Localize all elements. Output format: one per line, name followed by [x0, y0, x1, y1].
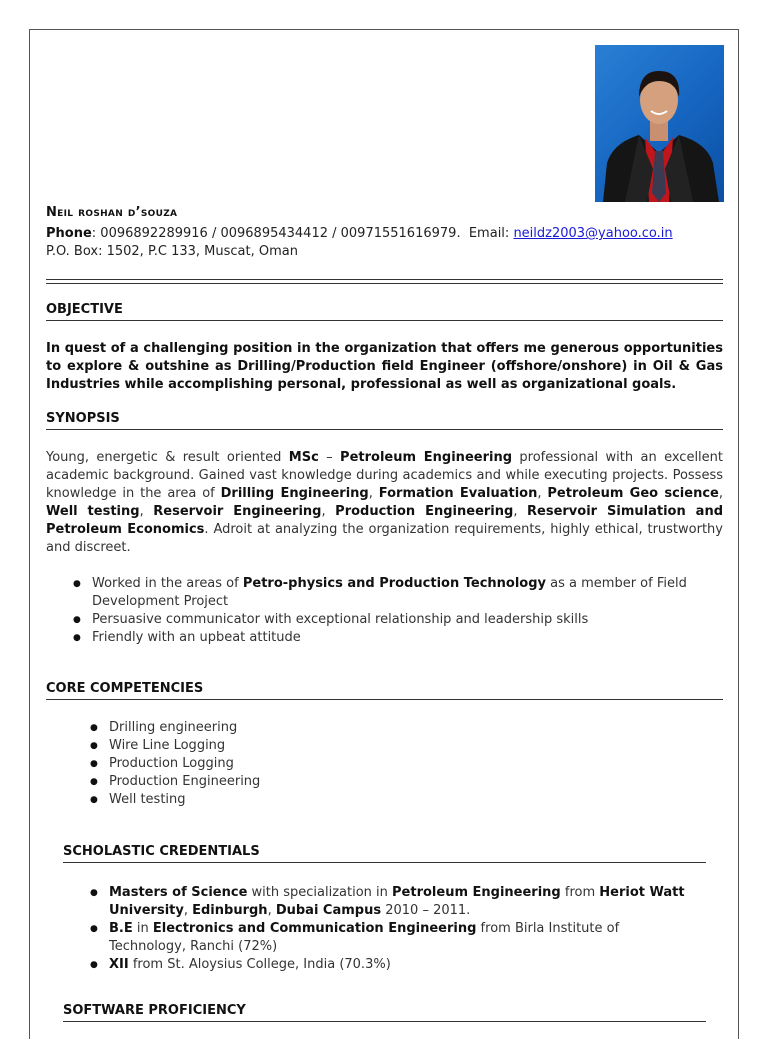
scholastic-list: [63, 884, 693, 974]
candidate-name: Neil roshan d’souza: [46, 205, 178, 220]
email-label: Email:: [468, 226, 510, 241]
header-divider-top: [46, 279, 723, 280]
phone-line: [46, 225, 673, 243]
list-item: ● Masters of Science with specialization in Petroleum Engineering from Heriot Watt University, Edinburgh, Dubai Campus 2010 – 2011.: [90, 885, 685, 918]
profile-photo: [595, 45, 724, 202]
list-item: ● B.E in Electronics and Communication Engineering from Birla Institute of Technology, Ranchi (72%): [90, 921, 620, 954]
list-item: ● Wire Line Logging: [90, 738, 226, 753]
phone-numbers: : 0096892289916 / 0096895434412 / 00971551616979.: [91, 226, 461, 241]
list-item: ● Production Logging: [90, 756, 234, 771]
address-line: P.O. Box: 1502, P.C 133, Muscat, Oman: [46, 244, 298, 259]
list-item: ● Production Engineering: [90, 774, 261, 789]
list-item: ● XII from St. Aloysius College, India (70.3%): [90, 957, 391, 972]
list-item: ● Persuasive communicator with exceptional relationship and leadership skills: [73, 612, 589, 627]
scholastic-heading: SCHOLASTIC CREDENTIALS: [63, 844, 706, 863]
software-heading: SOFTWARE PROFICIENCY: [63, 1003, 706, 1022]
resume-page: [29, 29, 739, 1039]
objective-text: In quest of a challenging position in the organization that offers me generous opportunities to explore & outshine as Drilling/Production field Engineer (offshore/onshore) in Oil & Gas Industries while accomplishing personal, professional as well as organizational goals.: [46, 341, 723, 392]
synopsis-heading: SYNOPSIS: [46, 411, 723, 430]
contact-block: [46, 225, 673, 261]
header-divider-bottom: [46, 283, 723, 284]
core-competencies-heading: CORE COMPETENCIES: [46, 681, 723, 700]
email-link[interactable]: neildz2003@yahoo.co.in: [513, 226, 673, 241]
list-item: ● Well testing: [90, 792, 186, 807]
synopsis-text: Young, energetic & result oriented MSc – Petroleum Engineering professional with an excellent academic background. Gained vast knowledge during academics and while executing projects. Possess knowledge in the area of Drilling Engineering, Formation Evaluation, Petroleum Geo science, Well testing, Reservoir Engineering, Production Engineering, Reservoir Simulation and Petroleum Economics. Adroit at analyzing the organization requirements, highly ethical, trustworthy and discreet.: [46, 450, 724, 555]
phone-label: Phone: [46, 226, 92, 241]
objective-heading: OBJECTIVE: [46, 302, 723, 321]
list-item: ● Worked in the areas of Petro-physics and Production Technology as a member of Field Development Project: [73, 576, 687, 609]
person-portrait-icon: [595, 45, 724, 202]
core-competencies-list: [63, 719, 663, 809]
list-item: ● Friendly with an upbeat attitude: [73, 630, 301, 645]
synopsis-bullets: [46, 575, 723, 647]
list-item: ● Drilling engineering: [90, 720, 238, 735]
